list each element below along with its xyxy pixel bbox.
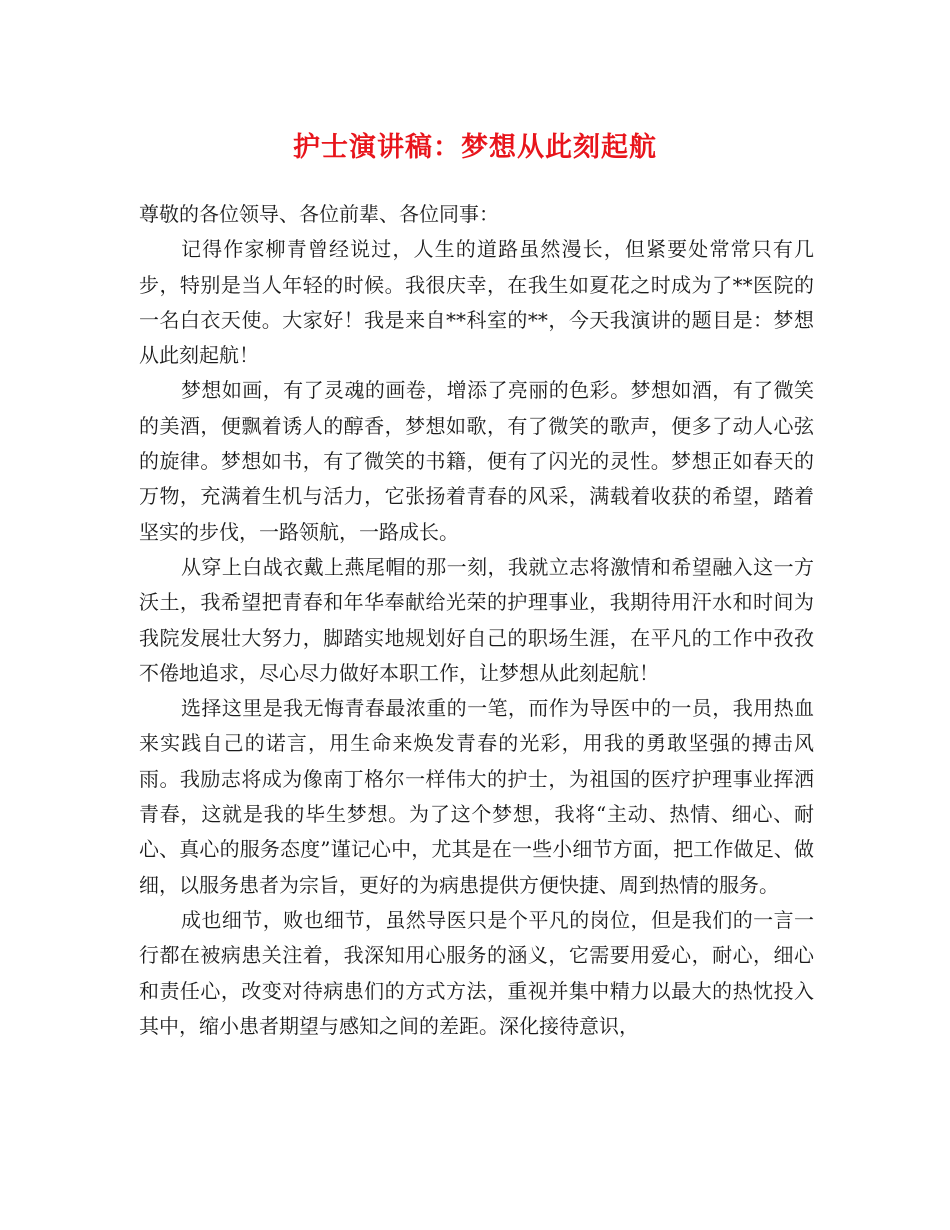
salutation: 尊敬的各位领导、各位前辈、各位同事： [139,202,499,226]
paragraph-1: 记得作家柳青曾经说过，人生的道路虽然漫长，但紧要处常常只有几步，特别是当人年轻的时候。我很庆幸，在我生如夏花之时成为了**医院的一名白衣天使。大家好！我是来自**科室的**，今天我演讲的题目是：梦想从此刻起航！ [139,237,814,368]
document-body [139,197,814,1044]
paragraph-3: 从穿上白战衣戴上燕尾帽的那一刻，我就立志将激情和希望融入这一方沃土，我希望把青春和年华奉献给光荣的护理事业，我期待用汗水和时间为我院发展壮大努力，脚踏实地规划好自己的职场生涯，在平凡的工作中孜孜不倦地追求，尽心尽力做好本职工作，让梦想从此刻起航！ [139,554,814,685]
paragraph-2: 梦想如画，有了灵魂的画卷，增添了亮丽的色彩。梦想如酒，有了微笑的美酒，便飘着诱人的醇香，梦想如歌，有了微笑的歌声，便多了动人心弦的旋律。梦想如书，有了微笑的书籍，便有了闪光的灵性。梦想正如春天的万物，充满着生机与活力，它张扬着青春的风采，满载着收获的希望，踏着坚实的步伐，一路领航，一路成长。 [139,378,814,544]
paragraph-4: 选择这里是我无悔青春最浓重的一笔，而作为导医中的一员，我用热血来实践自己的诺言，用生命来焕发青春的光彩，用我的勇敢坚强的搏击风雨。我励志将成为像南丁格尔一样伟大的护士，为祖国的医疗护理事业挥洒青春，这就是我的毕生梦想。为了这个梦想，我将“主动、热情、细心、耐心、真心的服务态度”谨记心中，尤其是在一些小细节方面，把工作做足、做细，以服务患者为宗旨，更好的为病患提供方便快捷、周到热情的服务。 [139,696,814,897]
document-title: 护士演讲稿：梦想从此刻起航 [293,132,657,163]
paragraph-5: 成也细节，败也细节，虽然导医只是个平凡的岗位，但是我们的一言一行都在被病患关注着，我深知用心服务的涵义，它需要用爱心，耐心，细心和责任心，改变对待病患们的方式方法，重视并集中精力以最大的热忱投入其中，缩小患者期望与感知之间的差距。深化接待意识， [139,907,814,1038]
